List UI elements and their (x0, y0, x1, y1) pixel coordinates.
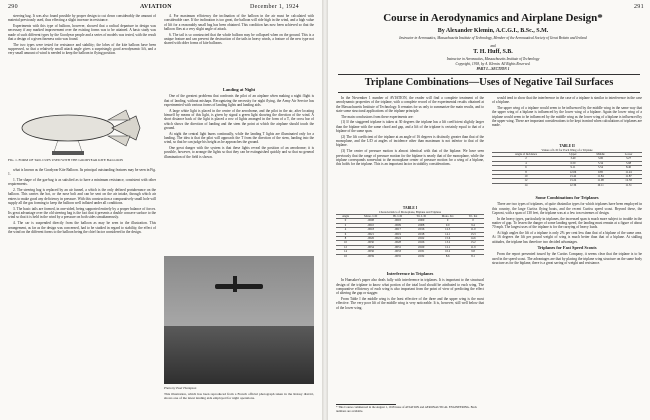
author-1-affiliation: Instructor in Aeronautics, Massachusetts Institute of Technology, Member of the Aeronautical Society of Great Britain and Ireland (399, 36, 587, 40)
author-byline-1: By Alexander Klemin, A.C.G.I., B.Sc., S.M. (437, 28, 549, 34)
article-title: Course in Aerodynamics and Airplane Design* (383, 12, 603, 24)
table-cell: .0008 (409, 223, 433, 227)
table-cell: 9.4 (462, 223, 484, 227)
table-cell: 5.98 (615, 161, 642, 165)
table-cell: .0029 (409, 245, 433, 249)
table-cell: 10 (492, 175, 560, 179)
left-col1-text (8, 14, 156, 104)
table-cell: 11.31 (615, 183, 642, 187)
table-cell: 8 (492, 170, 560, 174)
table-header-cell: Lower (615, 153, 642, 157)
divider-rule (338, 74, 640, 75)
table-cell: 2 (336, 223, 355, 227)
table-cell: 14 (336, 250, 355, 254)
right-col1b-text (336, 270, 484, 402)
table-cell: 13.42 (560, 175, 586, 179)
table-cell: .0036 (355, 250, 386, 254)
table-cell: 11.87 (615, 175, 642, 179)
and-conjunction: and (490, 44, 496, 48)
paragraph: In the heavy types, particularly in triplanes, the increased span is much more subject to trouble in the matter of gap. To lessen the danger of some landing speed, the landing must remain at a figure of about 70 mph. The largest uses of the triplane is for the carrying of heavy loads. (492, 216, 642, 230)
table-cell: 11.24 (615, 170, 642, 174)
table-1-grid (336, 214, 484, 258)
paragraph: 6. The tail is so constructed that the whole balloon may be collapsed when on the ground. This is a unique feature and can prevent the destruction of the tails in heavy winds, a feature of the new type not shared with older forms of kite balloons. (164, 32, 314, 46)
table-title: TABLE II (559, 144, 575, 148)
section-heading: Triplanes for Fast Speed Scouts (537, 244, 597, 250)
photo-caption: This illustration, which has been reproduced from a French official photograph taken in the Roissy district, shows one of the latest landing aids employed for night operations. (164, 392, 314, 400)
table-cell: 11.9 (462, 245, 484, 249)
left-col2-text (164, 14, 314, 84)
left-page (0, 0, 322, 420)
table-1 (336, 206, 484, 266)
table-cell: 12.36 (560, 183, 586, 187)
table-cell: .0018 (355, 228, 386, 232)
table-cell: 10.2 (433, 250, 462, 254)
header-date: December 1, 1924 (250, 4, 299, 10)
table-cell: 9.8 (462, 250, 484, 254)
page-number-left: 290 (8, 4, 18, 10)
paragraph: 4. For maximum efficiency the inclination of the balloon in the air must be calculated with considerable care. If the inclination is too great, the balloon will ride high in the wind, and a high value of lift for a reasonably small bag has been obtained. This condition has now been achieved so that the balloon flies at a very slight angle of attack. (164, 14, 314, 31)
divider-rule (338, 92, 640, 93)
table-cell: 5.34 (586, 161, 615, 165)
table-header-cell: Tri. L/D (409, 215, 433, 219)
paragraph: From the report presented issued by the Curtiss Company, it seems clear that the triplane is to be used in the speed scout. The advantages are that by placing the triplane wing structure on the same body structure as for the biplane, there is a great saving of weight and resistance. (492, 252, 642, 265)
table-cell: .0039 (355, 254, 386, 258)
paragraph: what is known as the Goodyear Kite Balloon. Its principal outstanding features may be seen in Fig. 1. (8, 168, 156, 177)
table-header-cell: Upper (560, 153, 586, 157)
table-cell: .0021 (355, 232, 386, 236)
table-cell: .0016 (409, 228, 433, 232)
table-cell: .0031 (409, 250, 433, 254)
paragraph: (2) The lift coefficient of the triplane at an angle of 16 degrees is distinctly greater than that of the monoplane, and the L/D at angles of incidence other than maximum is not inferior to that of the biplane. (336, 134, 484, 148)
table-cell: 6 (336, 232, 355, 236)
table-2-grid (492, 152, 642, 187)
left-col1b-text (8, 168, 156, 416)
right-col2b-text (492, 194, 642, 416)
paragraph: In Hunsaker's paper also deals fully with interference in triplanes. It is important to the structural design of the triplane to know what portion of the total load should be attributed to each wing. The comparative efficiency of each wing is also important from the point of view of predicting the effect of altering the gap or stagger. (336, 278, 484, 296)
table-cell: 11.0 (462, 228, 484, 232)
section-title: Triplane Combinations—Uses of Negative Tail Surfaces (364, 77, 614, 88)
table-cell: 8.40 (615, 166, 642, 170)
right-col2-text (492, 96, 642, 142)
balloon-diagram (8, 106, 156, 156)
table-cell: 6 (492, 166, 560, 170)
paragraph: From Table I the middle wing is the least effective of the three and the upper wing is the most effective. The very poor lift of the middle wing is very noticeable. It is, however, still well below that of the lower wing. (336, 296, 484, 310)
photo-credit: Photo by Paul Thompson (164, 386, 197, 390)
table-cell: .0030 (355, 241, 386, 245)
paragraph: A large white light is placed in the centre of the aerodrome, and the pilot in the air, after locating himself by means of this light, is given by signal a green light showing the direction of the wind. A short distance back of the light is placed a row of lights arranged in the form of a T, the cross bar of which shows the direction of landing and the stem the point at which the airplane should touch the ground. (164, 108, 314, 130)
table-cell: .0010 (355, 223, 386, 227)
table-cell: 0 (433, 219, 462, 223)
table-2 (492, 144, 642, 190)
table-header-cell: Tri. Kx (462, 215, 484, 219)
section-heading: Some Combinations for Triplanes (535, 195, 599, 200)
right-page (328, 0, 650, 420)
table-cell: 15.6 (433, 237, 462, 241)
section-heading: Interference in Triplanes (386, 271, 434, 276)
paragraph: The upper wing of a triplane would seem to be influenced by the middle wing in the same way that the upper wing of a biplane is influenced by the lower wing of a biplane. Again the lower wing of a triplane would seem to be influenced by the middle wing as the lower wing of a biplane is influenced by the upper wing. These are important considerations to be kept in mind when calculations of triplanes are made. (492, 106, 642, 128)
table-cell: 9.11 (560, 166, 586, 170)
paragraph: (1) If the staggered triplane is taken at 30 degrees the triplane has a lift coefficient slightly larger than the biplane with the same chord and gap, and a lift of the triplane is certainly equal to that of a biplane of the same span. (336, 120, 484, 134)
section-heading: Landing at Night (222, 87, 256, 92)
table-cell: 13.3 (462, 232, 484, 236)
night-landing-photo (164, 256, 314, 384)
paragraph: steering bag. It was also found possible by proper design to cut down considerably the amount of material previously used, thus effecting a slight increase in resistance. (8, 14, 156, 23)
table-cell: 4 (492, 161, 560, 165)
paragraph: (3) The center of pressure motion is almost identical with that of the biplane. We have seen previously that the range of pressure motion for the biplane is nearly that of the monoplane, while the triplane corresponds somewhat to the monoplane center of pressure motion for a wing of a biplane, this holds for the triplane. This is an important factor in stability considerations. (336, 149, 484, 167)
table-caption: Values of L/D for Each Wing of a Triplane (541, 148, 593, 152)
table-cell: .0008 (355, 219, 386, 223)
table-cell: .0017 (386, 228, 409, 232)
paragraph: The main conclusions from these experiments are: (341, 114, 414, 119)
table-header-cell: Angle (336, 215, 355, 219)
page-number-right: 291 (634, 4, 644, 10)
table-header-cell: Bi. L/D (386, 215, 409, 219)
paragraph: One of the greatest problems that confronts the pilot of an airplane when making a night flight is that of landing, without mishaps. Recognizing the necessity for night flying, the Army Air Service has experimented with various forms of landing lights and landing aids. (164, 94, 314, 107)
table-cell: 2 (492, 157, 560, 161)
paragraph: 2. The steering bag is replaced by an air funnel, a which is the only defined protuberance on the balloon. This carries the hot, or the nose bolt and can be sent on the air intake, through which air enters to make good any deficiency in pressure. With this construction a comparatively small hole will supply all the gas forming to keep the balloon well inflated under all conditions. (8, 188, 156, 206)
right-col1-text (336, 96, 484, 204)
table-cell: .0028 (386, 241, 409, 245)
author-2-affiliation: Instructor in Aeronautics, Massachusetts Institute of Technology (446, 57, 540, 61)
table-cell: 13.2 (462, 241, 484, 245)
table-cell: 8 (336, 237, 355, 241)
table-cell: .0032 (409, 254, 433, 258)
figure-caption: FIG. 1. FORM OF TAIL CUPS USED WITH THE GOODYEAR KITE BALLOON (8, 158, 123, 162)
table-cell: 12.06 (560, 170, 586, 174)
table-cell: .0031 (386, 245, 409, 249)
table-cell: .0000 (409, 219, 433, 223)
table-cell: 12.1 (433, 245, 462, 249)
table-cell: 11.08 (586, 179, 615, 183)
table-cell: 11.84 (586, 175, 615, 179)
table-cell: 14 (492, 183, 560, 187)
table-cell: 8.1 (462, 254, 484, 258)
table-caption: Characteristics of Monoplane, Biplane and Triplane (378, 210, 442, 214)
table-cell: 5.54 (586, 166, 615, 170)
table-cell: .0024 (386, 237, 409, 241)
table-cell: .0003 (386, 219, 409, 223)
paragraph: Experiments with this type of balloon, however, showed that a radical departure in design was necessary if any marked improvement over the existing forms was to be attained. A basic study was made of such different types by the Goodyear people and a series of models was tested, with the result that a design of a given fineness ratio was found. (8, 24, 156, 41)
table-cell: 8.6 (433, 254, 462, 258)
table-header-cell: Mono. L/D (355, 215, 386, 219)
author-byline-2: T. H. Huff, S.B. (473, 49, 513, 55)
paragraph: 1. The shape of the gas-bag is as satisfied as to have a minimum resistance, consistent with other requirements. (8, 178, 156, 187)
table-cell: 12.58 (615, 179, 642, 183)
table-cell: 13.2 (433, 241, 462, 245)
table-cell: .0026 (355, 237, 386, 241)
table-cell: .0022 (409, 237, 433, 241)
paragraph: One great danger with the system is that these lights reveal the position of an aerodrome; it is possible, however, to arrange the lights so that they can be extinguished quickly and so that no general illumination of the field is shown. (164, 146, 314, 159)
table-cell: 12.3 (433, 228, 462, 232)
airplane-silhouette (215, 284, 263, 289)
paragraph: In the November 1 number of AVIATION, the reader will find a complete treatment of the aerodynamic properties of the triplane, with a complete record of the experimental results obtained at the Massachusetts Institute of Technology. It remains for us only to summarize the main results, and to state some structural applications of the triplane principle. (336, 96, 484, 113)
table-title: TABLE I (402, 206, 418, 210)
paragraph: 3. The basic tails are formed, in one-sided, being supported entirely by a proper balance of forces. Its great advantage over the old steering bag is the fact that it presents a double concave surface to the wind so that it is held in the wind by a pressure on both sides simultaneously. (8, 206, 156, 220)
table-cell: 9.85 (586, 170, 615, 174)
table-cell: 14.1 (433, 232, 462, 236)
table-cell: .0035 (386, 254, 409, 258)
table-cell: 13.24 (560, 179, 586, 183)
paragraph: 4. The car is suspended directly from the balloon as may be seen in the illustration. This arrangement, as far as the design was concerned, had to be studied in regard to stability, the effect of the wind on the different forms to the balloon being the chief factor considered in the design. (8, 221, 156, 234)
table-cell: .0034 (355, 245, 386, 249)
balloon-figure (8, 106, 156, 156)
table-cell: 12 (492, 179, 560, 183)
running-header-left: AVIATION (140, 4, 172, 10)
table-cell: 16 (336, 254, 355, 258)
table-cell: 9.0 (433, 223, 462, 227)
left-col2b-text (164, 86, 314, 252)
footnote: * This Course commenced in the August 1, 1918 issue of AVIATION and AERONAUTICAL ENGINEERING. Back numbers are available. (336, 405, 477, 413)
paragraph: At high angles the lift of a triplane is only 2% per cent less than that of a biplane of the same area. At 16 degrees the lift per pound weight of wing is much better than that of a biplane. At stalling attitudes, the triplane has therefore two decided advantages. (492, 231, 642, 244)
table-cell: .0019 (386, 232, 409, 236)
table-cell: 0 (336, 219, 355, 223)
table-cell: .0018 (409, 232, 433, 236)
table-cell: 6.50 (560, 161, 586, 165)
table-cell: .0026 (409, 241, 433, 245)
table-header-cell: Mono. Kx (433, 215, 462, 219)
table-cell: 3.00 (586, 157, 615, 161)
table-cell: 14.6 (462, 237, 484, 241)
table-header-cell: Angle of Incidence (492, 153, 560, 157)
table-cell: 12 (336, 245, 355, 249)
table-cell: 3.40 (560, 157, 586, 161)
paragraph: would tend to show that the interference in the case of a triplane is similar to interference in the case of a biplane. (492, 96, 642, 105)
table-cell: 3.27 (615, 157, 642, 161)
paragraph: The two types were tested for resistance and stability; the lobes of the kite balloon have been suppressed, so that a relatively small attack angle gives a surprisingly good aerodynamic lift, and a very small amount of wind is needed to keep the balloon in flying position. (8, 42, 156, 56)
table-row (492, 183, 642, 187)
table-row (336, 254, 484, 258)
copyright-line: Copyright, 1918, by A. Klemin. All Rights Reserved. (455, 62, 531, 66)
table-cell: .0033 (386, 250, 409, 254)
table-cell: 10.11 (586, 183, 615, 187)
table-cell: 10 (336, 241, 355, 245)
table-cell: 4 (336, 228, 355, 232)
paragraph: There are two types of triplanes, of quite dissimilar types for which triplanes have been employed in this country, the large Curtiss flying boats, and the recent Curtiss speed scout. Beyond these, the Caproni, with a span of 130 feet, the triplane was at a few ton extremes of design. (492, 202, 642, 215)
table-header-cell: Middle (586, 153, 615, 157)
table-cell: .0009 (386, 223, 409, 227)
paragraph: At night the central light burns continually, while the landing T lights are illuminated only for a landing. The idea is that the pilot will approach the T from the direction of the stem, landing into the wind, so that he can judge his height as he approaches the ground. (164, 131, 314, 145)
table-cell: 0 (462, 219, 484, 223)
part-label: PART I—SECTION 1 (476, 67, 510, 71)
